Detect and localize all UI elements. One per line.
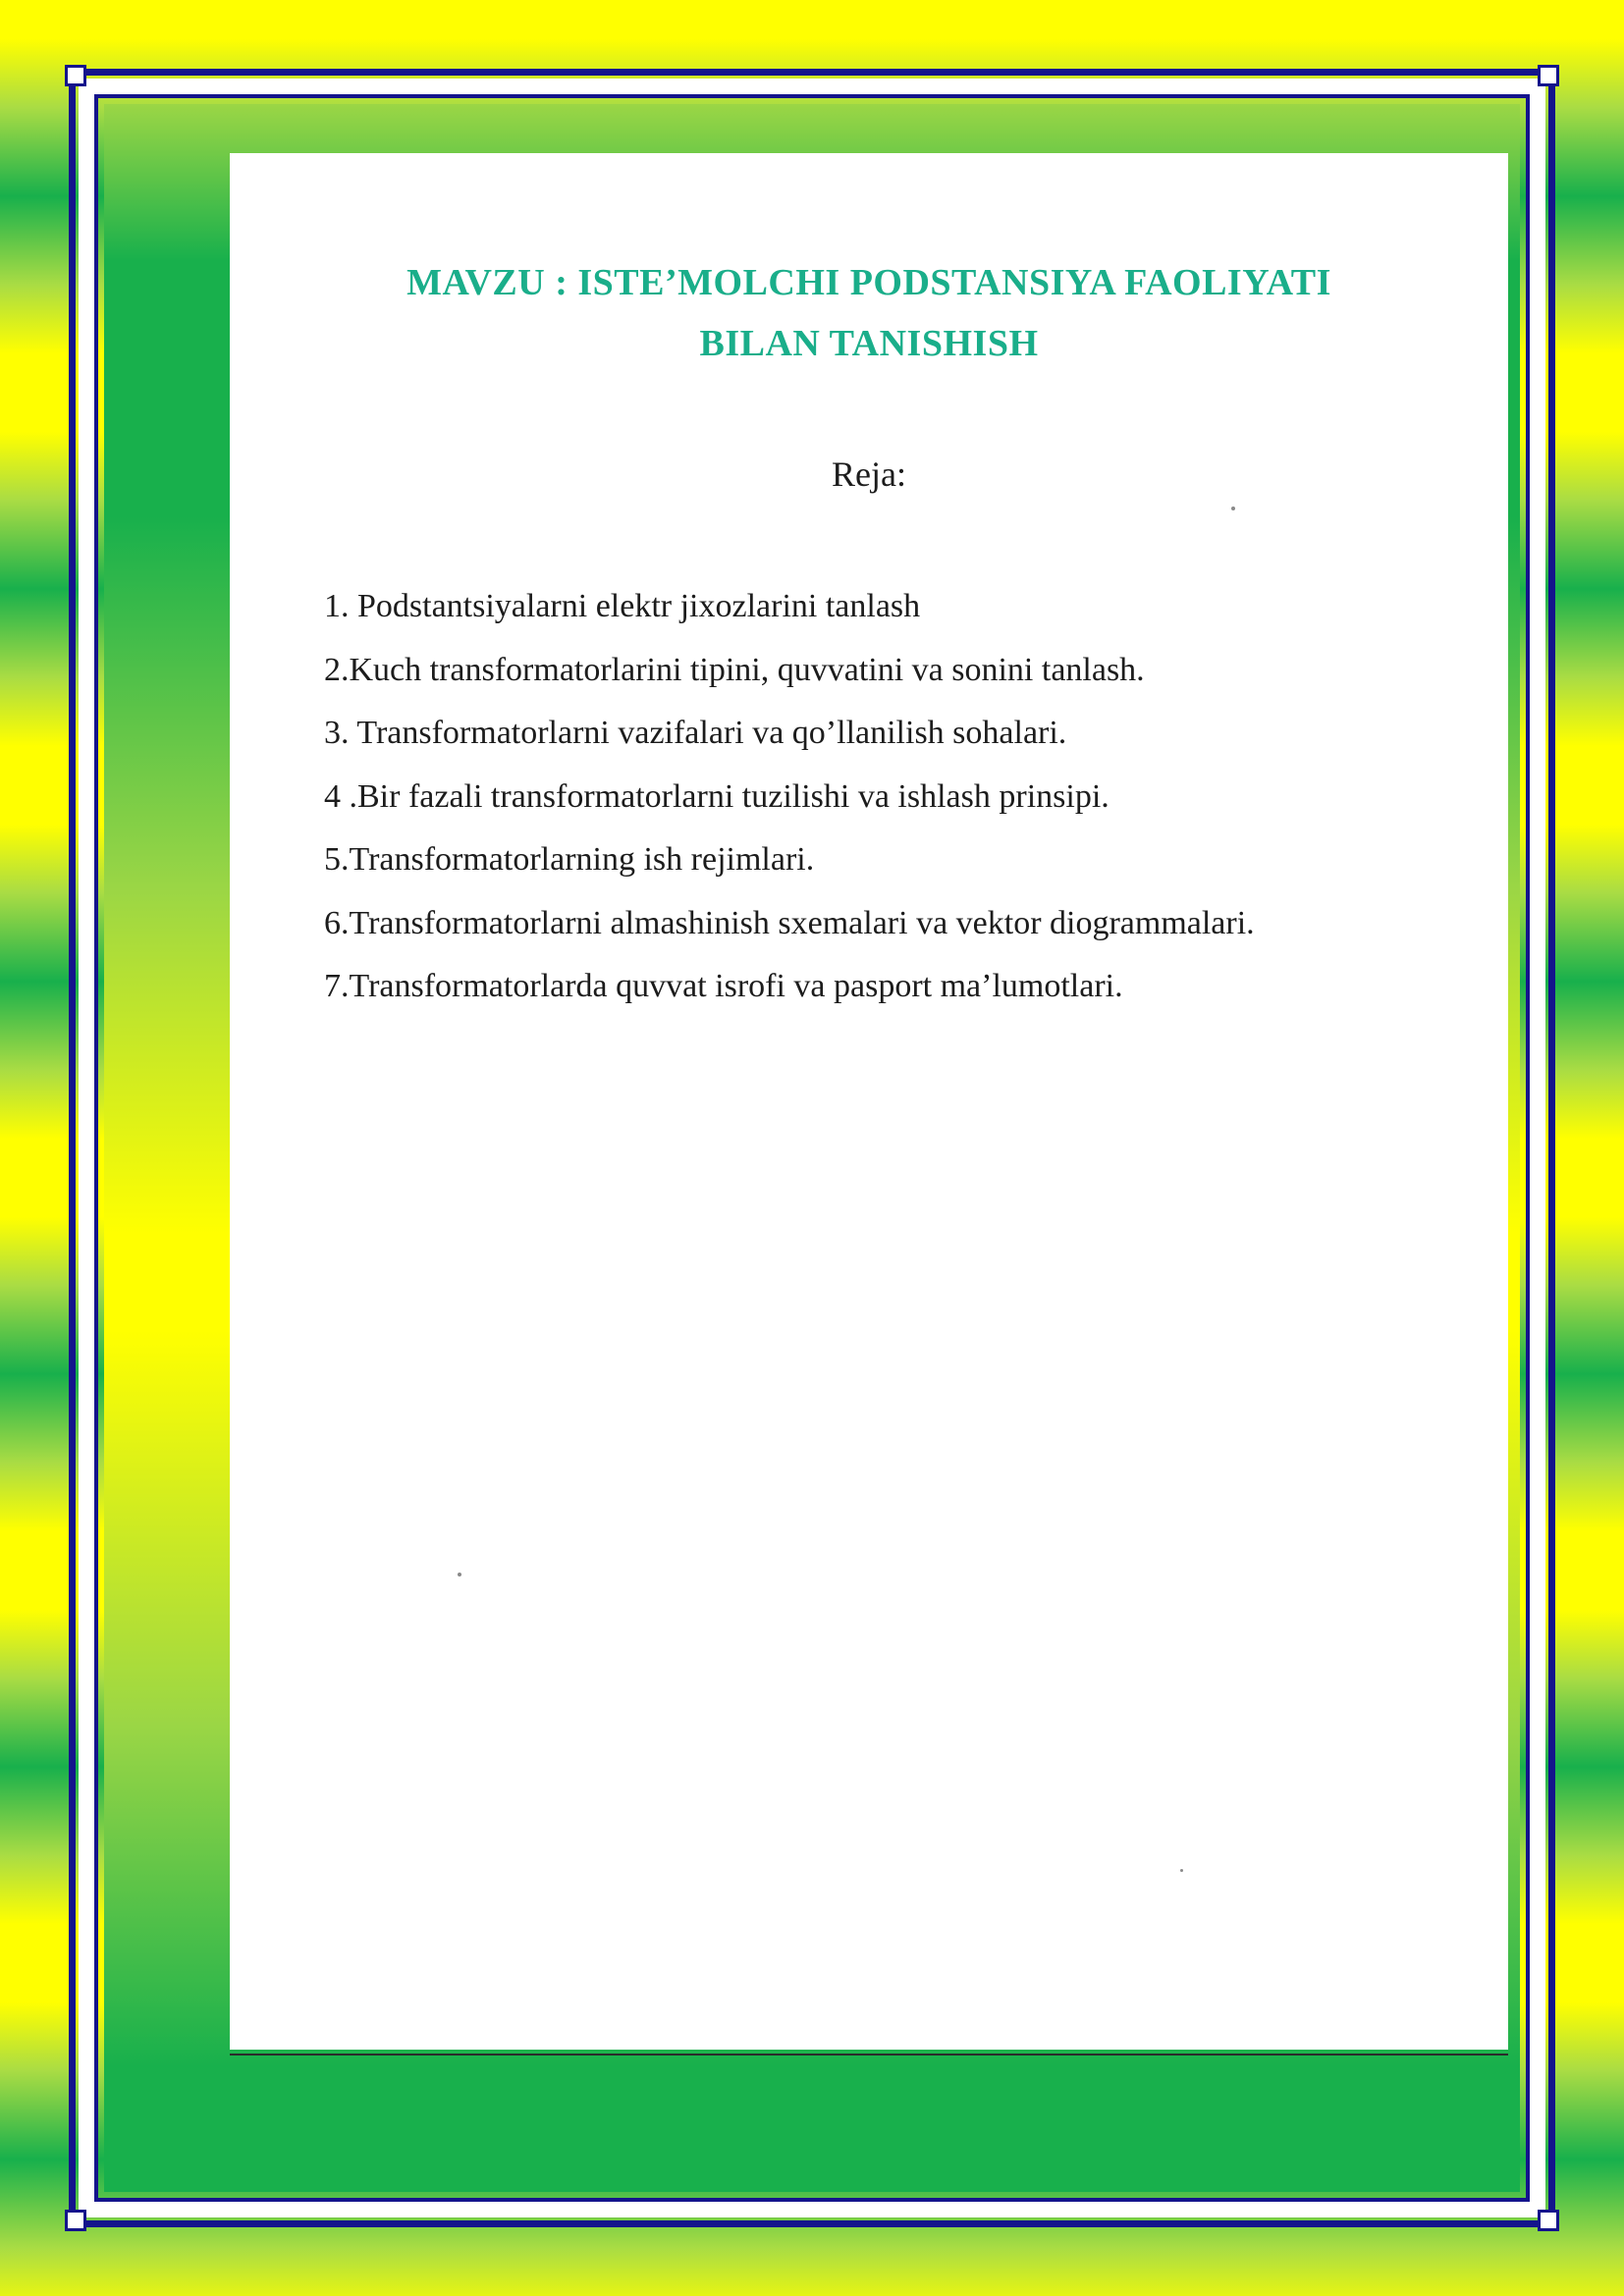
frame-corner-ornament [1538, 65, 1559, 86]
plan-item-4: 4 .Bir fazali transformatorlarni tuzilishi va ishlash prinsipi. [324, 777, 1110, 815]
page-title-line-2: BILAN TANISHISH [699, 323, 1039, 364]
page-bottom-rule [230, 2054, 1508, 2056]
plan-item-1: 1. Podstantsiyalarni elektr jixozlarini tanlash [324, 588, 921, 624]
scan-speck [458, 1573, 461, 1576]
plan-item-7: 7.Transformatorlarda quvvat isrofi va pasport ma’lumotlari. [324, 968, 1123, 1004]
frame-corner-ornament [65, 65, 86, 86]
plan-heading: Reja: [832, 454, 906, 494]
plan-item-3: 3. Transformatorlarni vazifalari va qo’llanilish sohalari. [324, 715, 1067, 751]
scan-speck [1180, 1869, 1183, 1872]
scanned-page [230, 153, 1508, 2050]
plan-list [324, 575, 1463, 1019]
plan-item-6: 6.Transformatorlarni almashinish sxemalari va vektor diogrammalari. [324, 904, 1255, 941]
plan-item-5: 5.Transformatorlarning ish rejimlari. [324, 841, 815, 878]
page-title-line-1: MAVZU : ISTE’MOLCHI PODSTANSIYA FAOLIYATI [406, 262, 1331, 303]
frame-corner-ornament [1538, 2210, 1559, 2231]
plan-item-2: 2.Kuch transformatorlarini tipini, quvvatini va sonini tanlash. [324, 651, 1145, 688]
frame-corner-ornament [65, 2210, 86, 2231]
scan-speck [1231, 507, 1235, 510]
